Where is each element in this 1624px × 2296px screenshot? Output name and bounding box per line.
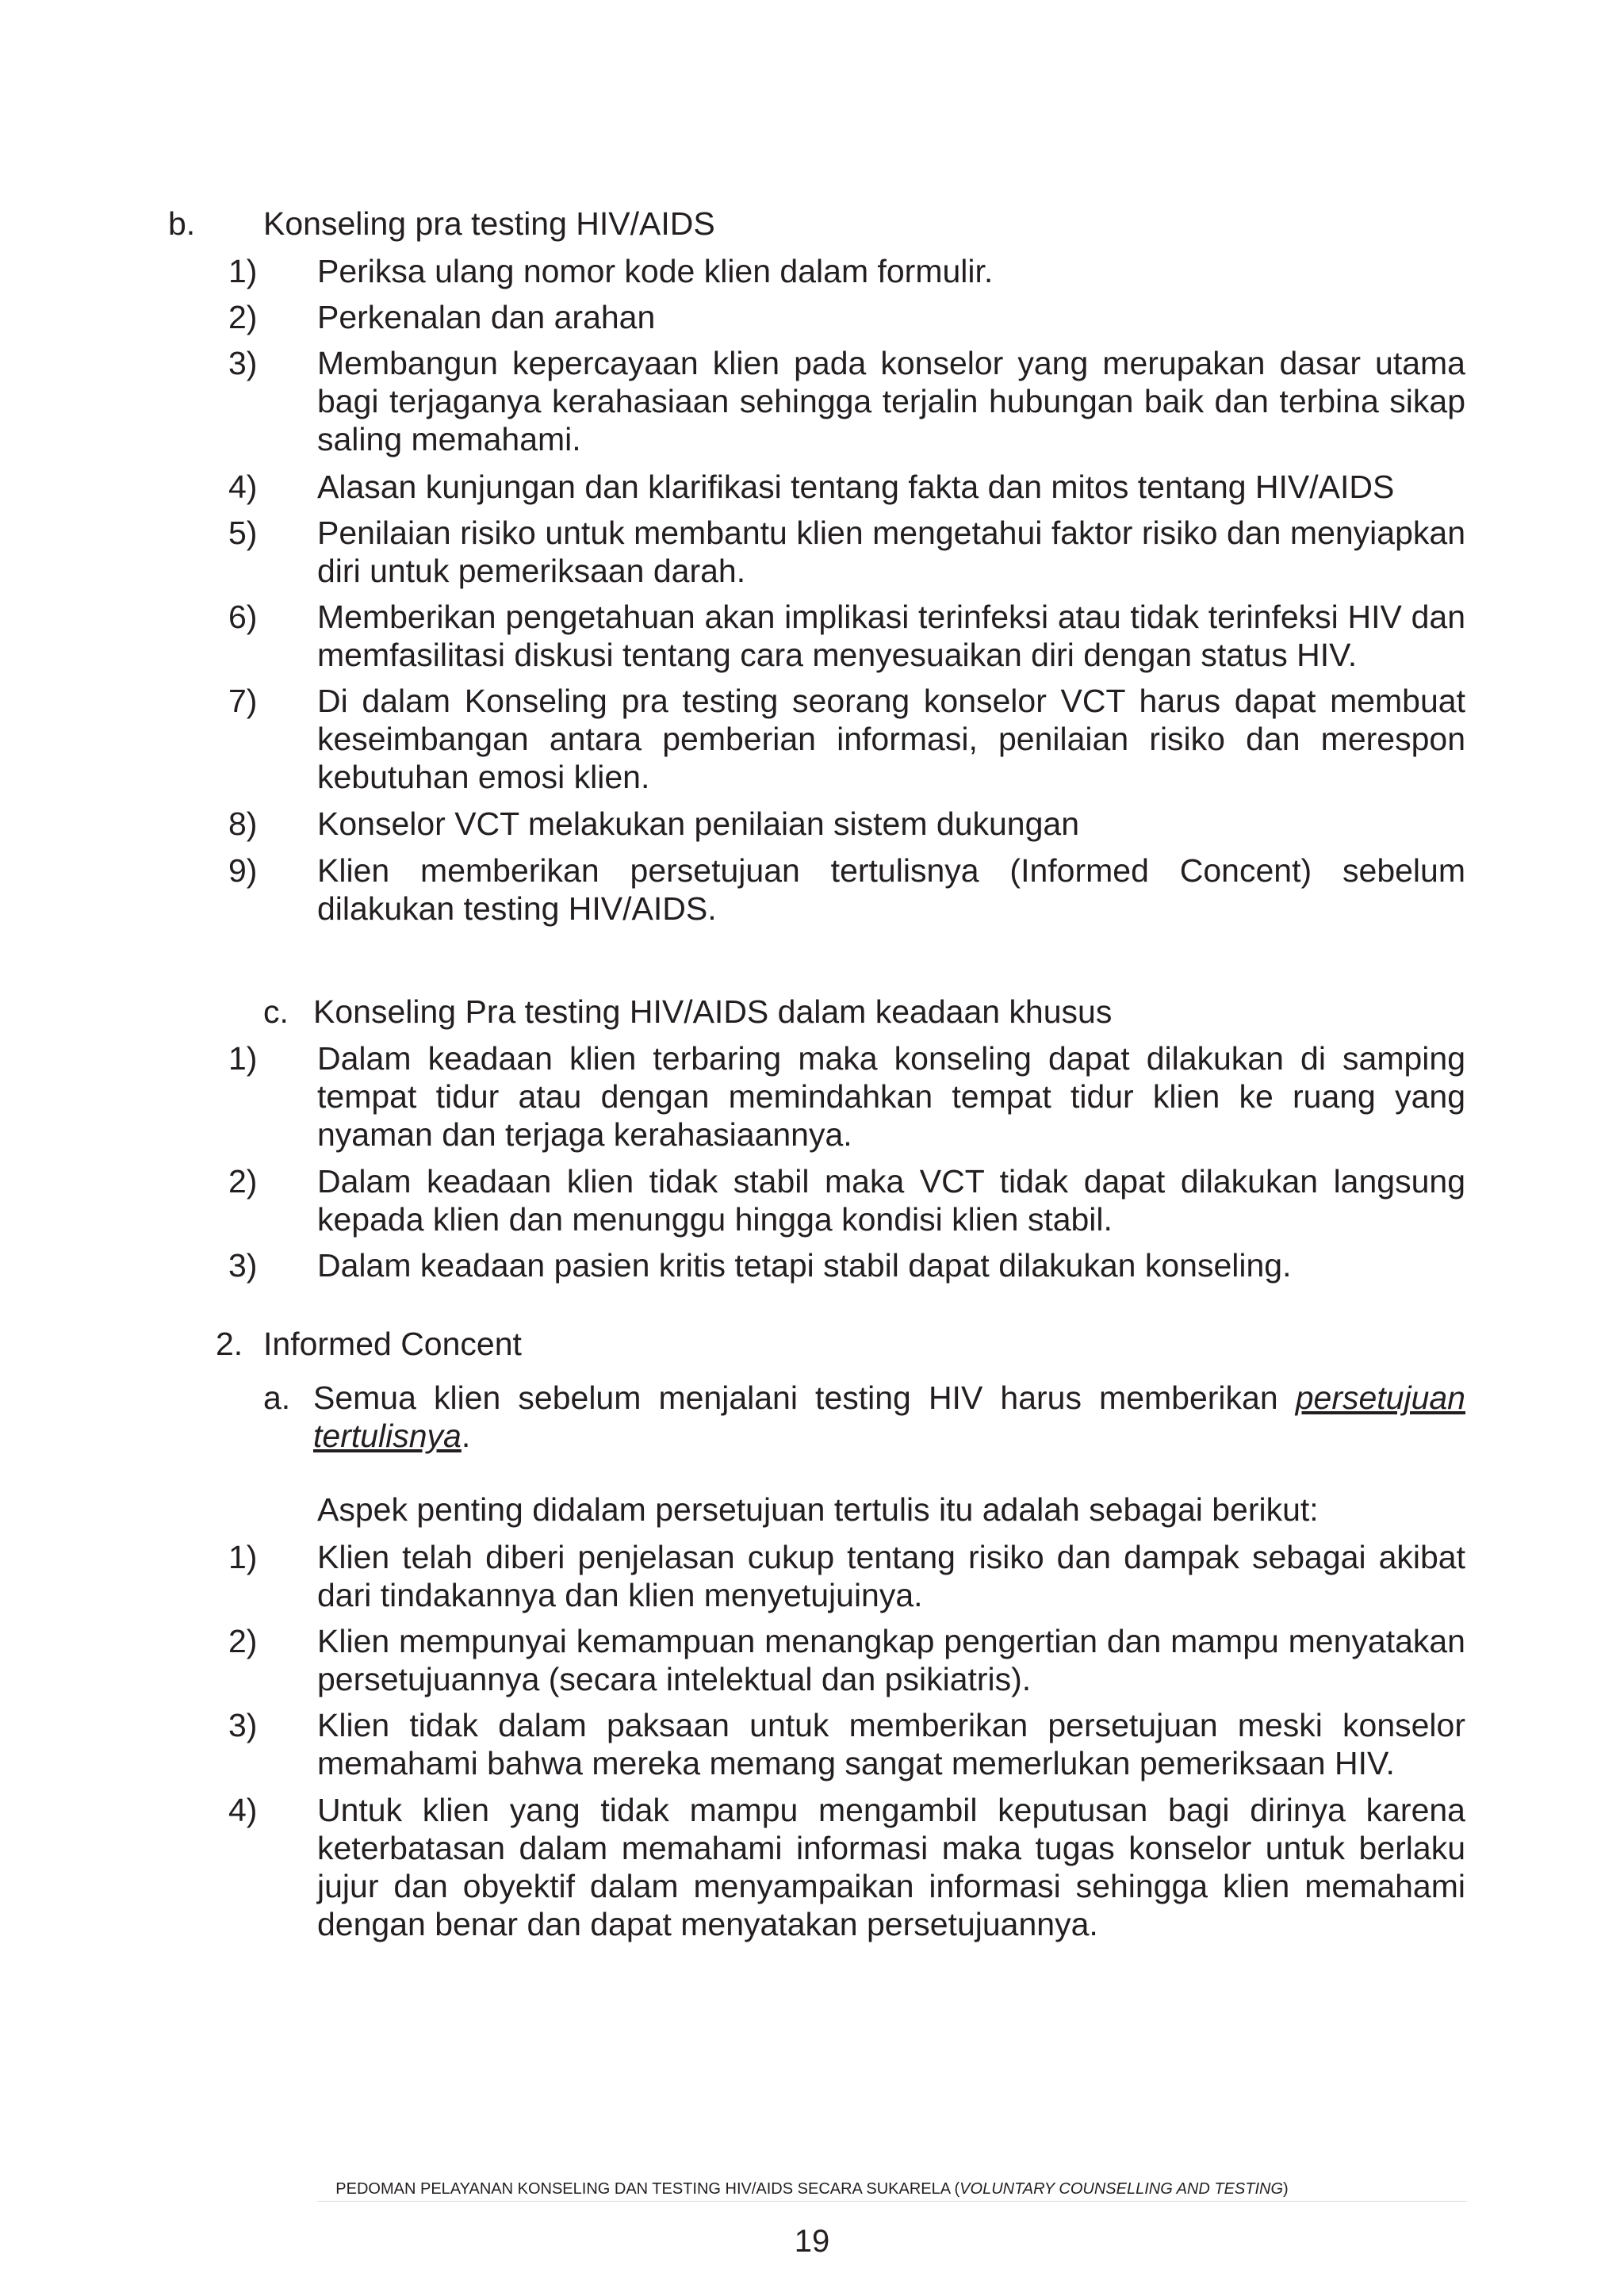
item-number: 9) (228, 852, 258, 889)
section-b-marker: b. (168, 205, 196, 242)
list-item (228, 805, 1465, 843)
list-item (228, 1246, 1465, 1284)
sub-a-text: Semua klien sebelum menjalani testing HIV harus memberikan (313, 1380, 1296, 1416)
footer-title (0, 2179, 1624, 2198)
aspek-intro: Aspek penting didalam persetujuan tertulis itu adalah sebagai berikut: (317, 1491, 1319, 1528)
item-text: Konselor VCT melakukan penilaian sistem dukungan (317, 806, 1080, 842)
item-number: 4) (228, 469, 258, 505)
item-text: Untuk klien yang tidak mampu mengambil keputusan bagi dirinya karena keterbatasan dalam memahami informasi maka tugas konselor untuk berlaku jujur dan obyektif dalam menyampaikan informasi sehingga klien memahami dengan benar dan dapat menyatakan persetujuannya. (317, 1792, 1465, 1942)
list-item (228, 1622, 1465, 1698)
item-text: Klien memberikan persetujuan tertulisnya (Informed Concent) sebelum dilakukan testing HIV/AIDS. (317, 852, 1465, 927)
item-number: 1) (228, 1040, 258, 1077)
item-text: Dalam keadaan klien tidak stabil maka VCT tidak dapat dilakukan langsung kepada klien dan menunggu hingga kondisi klien stabil. (317, 1163, 1465, 1238)
item-text: Di dalam Konseling pra testing seorang konselor VCT harus dapat membuat keseimbangan antara pemberian informasi, penilaian risiko dan merespon kebutuhan emosi klien. (317, 683, 1465, 795)
list-item (228, 1791, 1465, 1943)
list-item (228, 468, 1465, 506)
item-number: 8) (228, 806, 258, 842)
section-b-heading: Konseling pra testing HIV/AIDS (263, 205, 715, 242)
list-item (228, 298, 1465, 336)
item-number: 1) (228, 253, 258, 289)
item-number: 6) (228, 599, 258, 635)
list-item (228, 1538, 1465, 1614)
item-number: 2) (228, 1623, 258, 1659)
item-text: Perkenalan dan arahan (317, 299, 656, 335)
item-number: 7) (228, 683, 258, 719)
item-number: 2) (228, 299, 258, 335)
section-2-marker: 2. (216, 1326, 243, 1362)
item-text: Klien mempunyai kemampuan menangkap pengertian dan mampu menyatakan persetujuannya (secara intelektual dan psikiatris). (317, 1623, 1465, 1697)
section-c-heading: Konseling Pra testing HIV/AIDS dalam keadaan khusus (313, 993, 1113, 1030)
footer-title-italic: VOLUNTARY COUNSELLING AND TESTING (959, 2180, 1284, 2198)
list-item (228, 682, 1465, 796)
sub-a-emphasis: persetujuan tertulisnya (313, 1380, 1465, 1454)
list-item (228, 598, 1465, 674)
footer-title-end: ) (1283, 2180, 1289, 2198)
sub-a-marker: a. (263, 1380, 291, 1416)
item-number: 4) (228, 1792, 258, 1828)
page-number: 19 (794, 2224, 830, 2259)
list-item (228, 514, 1465, 590)
footer-divider (317, 2201, 1467, 2202)
item-number: 3) (228, 345, 258, 381)
item-text: Periksa ulang nomor kode klien dalam formulir. (317, 253, 994, 289)
item-text: Memberikan pengetahuan akan implikasi terinfeksi atau tidak terinfeksi HIV dan memfasilitasi diskusi tentang cara menyesuaikan diri dengan status HIV. (317, 599, 1465, 673)
list-item (228, 252, 1465, 290)
item-text: Klien telah diberi penjelasan cukup tentang risiko dan dampak sebagai akibat dari tindakannya dan klien menyetujuinya. (317, 1539, 1465, 1613)
item-number: 3) (228, 1247, 258, 1284)
list-item (228, 344, 1465, 458)
list-item (228, 851, 1465, 928)
item-text: Dalam keadaan klien terbaring maka konseling dapat dilakukan di samping tempat tidur atau dengan memindahkan tempat tidur klien ke ruang yang nyaman dan terjaga kerahasiaannya. (317, 1040, 1465, 1153)
section-2-heading: Informed Concent (263, 1326, 522, 1362)
item-text: Klien tidak dalam paksaan untuk memberikan persetujuan meski konselor memahami bahwa mereka memang sangat memerlukan pemeriksaan HIV. (317, 1707, 1465, 1781)
list-item (228, 1162, 1465, 1238)
sub-a-paragraph (313, 1379, 1465, 1455)
item-text: Membangun kepercayaan klien pada konselor yang merupakan dasar utama bagi terjaganya kerahasiaan sehingga terjalin hubungan baik dan terbina sikap saling memahami. (317, 345, 1465, 457)
item-number: 1) (228, 1539, 258, 1575)
item-number: 5) (228, 515, 258, 551)
item-number: 2) (228, 1163, 258, 1200)
list-item (228, 1039, 1465, 1154)
sub-a-end: . (461, 1418, 471, 1454)
list-item (228, 1706, 1465, 1782)
section-c-marker: c. (263, 993, 289, 1030)
footer-title-text: PEDOMAN PELAYANAN KONSELING DAN TESTING HIV/AIDS SECARA SUKARELA ( (335, 2180, 960, 2198)
item-text: Dalam keadaan pasien kritis tetapi stabil dapat dilakukan konseling. (317, 1247, 1292, 1284)
item-text: Penilaian risiko untuk membantu klien mengetahui faktor risiko dan menyiapkan diri untuk pemeriksaan darah. (317, 515, 1465, 589)
item-text: Alasan kunjungan dan klarifikasi tentang fakta dan mitos tentang HIV/AIDS (317, 469, 1395, 505)
item-number: 3) (228, 1707, 258, 1743)
